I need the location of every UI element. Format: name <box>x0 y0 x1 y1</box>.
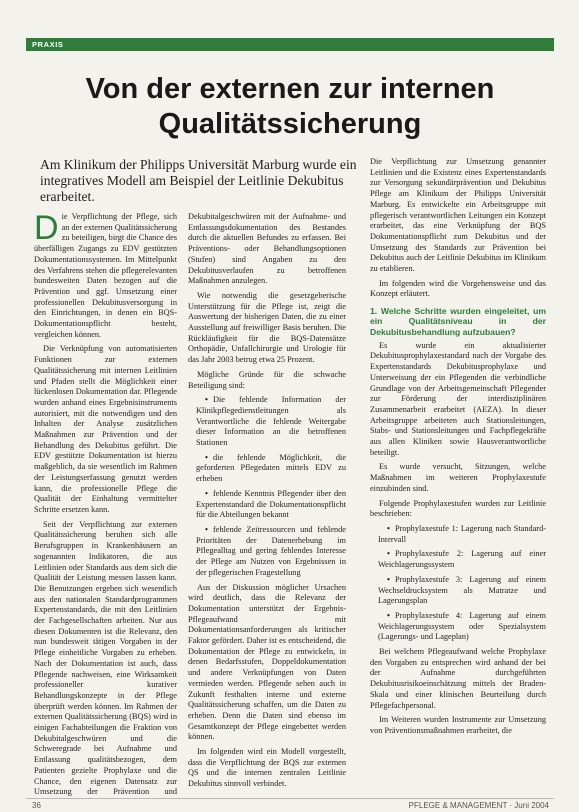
footer-divider <box>26 798 554 799</box>
column-3-paragraph: Im folgenden wird die Vorgehensweise und das Konzept erläutert. <box>370 278 546 299</box>
list-item: • Die fehlende Information der Klinikpflegedienstleitungen als Verantwortliche die fehlende Weitergabe dieser Information an die betroffenen Stationen <box>196 395 346 448</box>
title-line-2: Qualitätssicherung <box>158 108 422 140</box>
column-1-paragraph: Seit der Verpflichtung zur externen Qualitätssicherung beruhen sich alle Berufsgruppen in Krankenhäusern an sogenannten Indikatoren, die aus Leitlinien oder Standards aus dem sich die Qualität der Leistung messen lassen kann. Die Benutzungen ergeben sich wesentlich aus den nationalen Standardprogrammen Expertenstandards, die mit den Leitlinien der Fachgesellschaften arbeiten. Nur aus diesen Dokumenten ist die Relevanz, den nun bundesweit tätigen Vorgaben in der Pflege einheitliche Vorgaben zu erheben. Nach der Dokumentation ist auch, dass Pflegende nachweisen, eine Wirksamkeit professioneller kurativer Behandlungskonzepte in der Pflege überprüft werden können. Im Rahmen der externen Qualitätssicherung (BQS) wird in einigen Fachabteilungen die Fraktion von Dekubitalgeschwüren und die Schweregrade bei Aufnahme und Entlassung qualitätsbezogen, dem Patienten gezielte Prophylaxe und die Chance, den eigenen Datensatz zur Umsetzung der Prävention und <box>34 519 177 797</box>
column-3 <box>370 157 546 797</box>
list-item: • Prophylaxestufe 1: Lagerung nach Standard-Intervall <box>378 524 546 544</box>
article-lead: Am Klinikum der Philipps Universität Marburg wurde ein integratives Modell am Beispiel der Leitlinie Dekubitus erarbeitet. <box>40 157 357 204</box>
column-2 <box>188 212 346 797</box>
column-3-paragraph: Es wurde ein aktualisierter Dekubitusprophylaxestandard nach der Vorgabe des Expertenstandards Dekubitusprophylaxe und Unterweisung der ein Pflegenden die verbindliche Grundlage von der Arbeitsgemeinschaft Pflegender zur Förderung der interdisziplinären Zusammenarbeit erarbeitet (AEZA). In dieser Arbeitsgruppe arbeiteten auch Stationsleitungen, Stabs- und Stationsleitungen und Fachpflegekräfte aus allen Kliniken sowie Hausverantwortliche beteiligt. <box>370 340 546 457</box>
column-1-paragraph: Die Verknüpfung von automatisierten Funktionen zur externen Qualitätssicherung mit internen Leitlinien und Pfaden stellt die Möglichkeit einer lückenlosen Dokumentation dar. Pflegende wurden anhand eines Ergebnisinstruments autorisiert, mit die notwendigen und den Inhalten der Analyse zusätzlichen Maßnahmen zur Prävention und der Behandlung des Dekubitus geführt. Die EDV gestützte Dokumentation ist hierzu maßgeblich, da sie wesentlich im Rahmen der Leistungserfassung genutzt werden kann, die professionelle Pflege die Qualität der Einhaltung vermittelter Schritte ersetzen kann. <box>34 344 177 514</box>
list-item: • fehlende Zeitressourcen und fehlende Prioritäten der Datenerhebung im Pflegealltag und gering fehlendes Interesse der Pflege am Nutzen von Ergebnissen in der pflegerischen Fragestellung <box>196 524 346 577</box>
column-3-paragraph: Bei welchem Pflegeaufwand welche Prophylaxe den Vorgaben zu entsprechen wird anhand der bei der Aufnahme durchgeführten Dekubitusrisikoeinschätzung mittels der Braden-Skala und einer klinischen Beurteilung durch Pflegefachpersonal. <box>370 647 546 710</box>
list-item: • Prophylaxestufe 3: Lagerung auf einem Wechseldrucksystem als Matratze und Lagerungsplan <box>378 574 546 606</box>
section-label: PRAXIS <box>26 38 554 51</box>
list-item: • fehlende Kenntnis Pflegender über den Expertenstandard die Dokumentationspflicht für die Abteilungen bekannt <box>196 488 346 520</box>
column-3-paragraph: Folgende Prophylaxestufen wurden zur Leitlinie beschrieben: <box>370 498 546 519</box>
column-2-paragraph: Im folgenden wird ein Modell vorgestellt, dass die Verpflichtung der BQS zur externen QS und die internen zentralen Leitlinie Dekubitus sinnvoll verbindet. <box>188 747 346 789</box>
column-2-paragraph: Mögliche Gründe für die schwache Beteiligung sind: <box>188 369 346 390</box>
column-3-paragraph: Die Verpflichtung zur Umsetzung genannter Leitlinien und die Existenz eines Expertenstandards zur Versorgung sekundärprävention und Dekubitus Pflege am Klinikum der Philipps Universität Marburg. Es entwickelte ein Arbeitsgruppe mit pflegerisch verantwortlichen Leitungen ein Konzept erarbeitet, das eine Verknüpfung der BQS Dokumentationspflicht zum Dekubitus und der Umsetzung des Standards zur Prävention bei Dekubitus auch der Leitlinie Dekubitus im Klinikum zu etablieren. <box>370 157 546 274</box>
drop-cap: D <box>34 212 59 247</box>
column-2-paragraph: Dekubitalgeschwüren mit der Aufnahme- und Entlassungsdokumentation des Bestandes durch die aktuellen Befundes zu erfassen. Bei Präventions- oder Behandlungsoptionen (Stufen) sind Angaben zu den Dekubitusverlaufen zu betroffenen Maßnahmen anzulegen. <box>188 212 346 286</box>
list-item: • Prophylaxestufe 4: Lagerung auf einem Weichlagerungssystem oder Spezialsystem (Lagerungs- und Lageplan) <box>378 610 546 642</box>
article-title <box>26 72 554 142</box>
list-item: • Prophylaxestufe 2: Lagerung auf einer Weichlagerungssystem <box>378 549 546 570</box>
list-item: • die fehlende Möglichkeit, die geforderten Pflegedaten mittels EDV zu erheben <box>196 452 346 484</box>
column-3-paragraph: Es wurde versucht, Sitzungen, welche Maßnahmen im weiteren Prophylaxestufe einzubinden sind. <box>370 462 546 493</box>
page-number: 36 <box>32 801 41 810</box>
section-subheading: 1. Welche Schritte wurden eingeleitet, um ein Qualitätsniveau in der Dekubitusbehandlung aufzubauen? <box>370 306 546 337</box>
column-1 <box>34 212 177 797</box>
prophylaxis-list <box>370 524 546 643</box>
column-2-paragraph: Aus der Diskussion möglicher Ursachen wird deutlich, dass die Relevanz der Dokumentation unterstützt der Ergebnis-Pflegeaufwand mit Dokumentationsanforderungen als kritischer Faktor gefördert. Daher ist es entscheidend, die Dokumentation der Pflege zu entwickeln, in denen Bedarfsstufen, Doppeldokumentation und andere Verknüpfungen von Daten vermieden werden. Pflegende sehen auch in Zukunft festhalten interne und externe Qualitätssicherung schaffen, um die Daten zu erheben. Denn die Daten sind ebenso im Gesamtkonzept der Pflege eingebettet werden können. <box>188 582 346 742</box>
column-1-text: ie Verpflichtung der Pflege, sich an der externen Qualitätssicherung zu beteiligen, birgt die Chance des überfälligen Zugangs zu EDV gestützten Dokumentationssystemen. Im Mittelpunkt des Verfahrens stehen die pflegerelevanten bundesweiten Daten bezogen auf die Prävention und ggf. Umsetzung einer professionellen Dekubitusversorgung in den Einrichtungen, in denen ein BQS-Dokumentationspflicht besteht, vergleichen können. <box>34 212 177 339</box>
reasons-list <box>188 395 346 578</box>
column-3-paragraph: Im Weiteren wurden Instrumente zur Umsetzung von Präventionsmaßnahmen erarbeitet, die <box>370 715 546 735</box>
column-1-paragraph <box>34 212 177 340</box>
title-line-1: Von der externen zur internen <box>85 73 495 105</box>
column-2-paragraph: Wie notwendig die gesetzgeberische Unterstützung für die Pflege ist, zeigt die Auswertung der bisherigen Daten, die zu einer Ausstellung auf freiwilliger Basis beruhen. Die Rückläufigkeit für die BQS-Datensätze Orthopädie, Unfallchirurgie und Urologie für das Jahr 2003 betrug etwa 25 Prozent. <box>188 290 346 365</box>
journal-name: PFLEGE & MANAGEMENT · Juni 2004 <box>408 801 549 810</box>
